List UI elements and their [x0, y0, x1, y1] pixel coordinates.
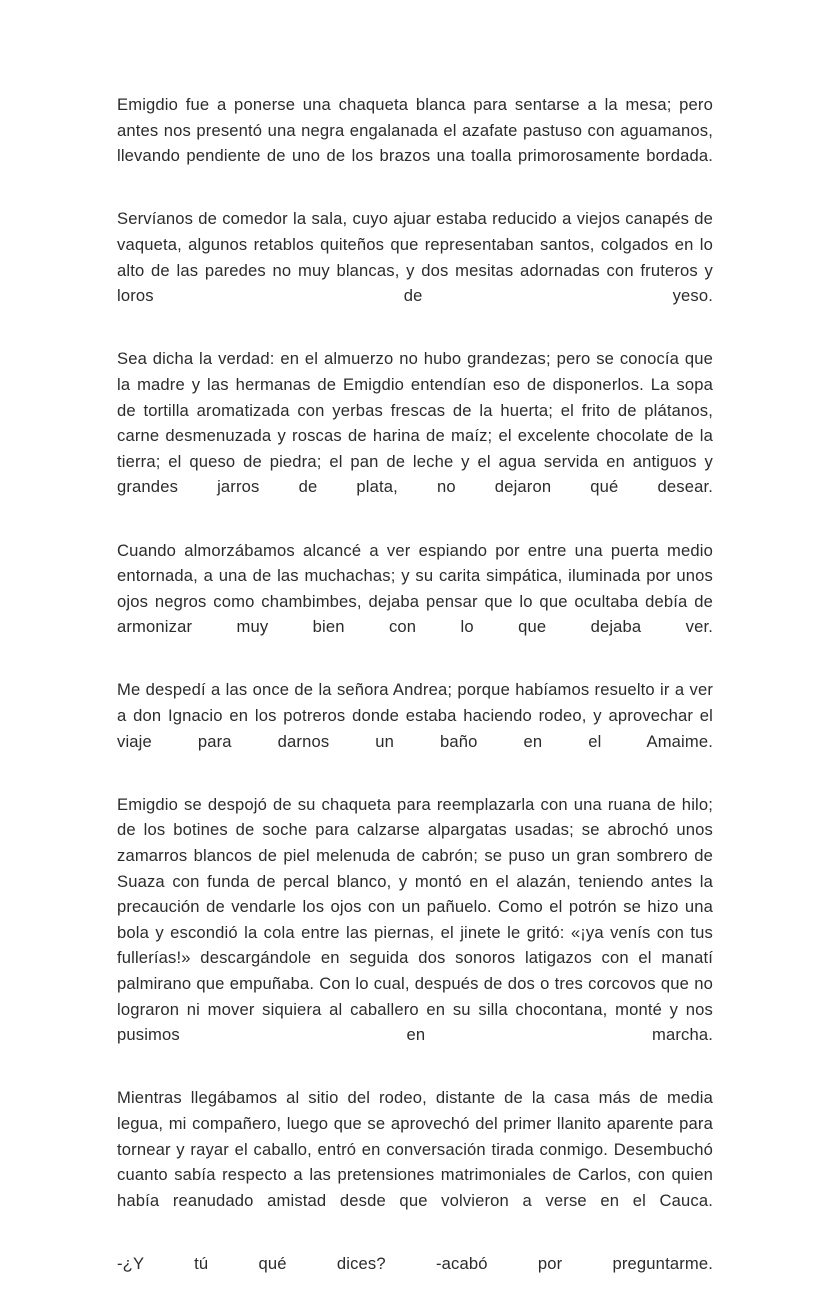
- paragraph: Emigdio fue a ponerse una chaqueta blanca para sentarse a la mesa; pero antes nos presentó una negra engalanada el azafate pastuso con aguamanos, llevando pendiente de uno de los brazos una toalla primorosamente bordada.: [117, 95, 713, 166]
- paragraph: Cuando almorzábamos alcancé a ver espiando por entre una puerta medio entornada, a una de las muchachas; y su carita simpática, iluminada por unos ojos negros como chambimbes, dejaba pensar que lo que ocultaba debía de armonizar muy bien con lo que dejaba ver.: [117, 540, 713, 637]
- paragraph: Sea dicha la verdad: en el almuerzo no hubo grandezas; pero se conocía que la madre y las hermanas de Emigdio entendían eso de disponerlos. La sopa de tortilla aromatizada con yerbas frescas de la huerta; el frito de plátanos, carne desmenuzada y roscas de harina de maíz; el excelente chocolate de la tierra; el queso de piedra; el pan de leche y el agua servida en antiguos y grandes jarros de plata, no dejaron qué desear.: [117, 349, 713, 497]
- paragraph: -¿Y tú qué dices? -acabó por preguntarme.: [117, 1253, 713, 1273]
- paragraph: Emigdio se despojó de su chaqueta para reemplazarla con una ruana de hilo; de los botines de soche para calzarse alpargatas usadas; se abrochó unos zamarros blancos de piel melenuda de cabrón; se puso un gran sombrero de Suaza con funda de percal blanco, y montó en el alazán, teniendo antes la precaución de vendarle los ojos con un pañuelo. Como el potrón se hizo una bola y escondió la cola entre las piernas, el jinete le gritó: «¡ya venís con tus fullerías!» descargándole en seguida dos sonoros latigazos con el manatí palmirano que empuñaba. Con lo cual, después de dos o tres corcovos que no lograron ni mover siquiera al caballero en su silla chocontana, monté y nos pusimos en marcha.: [117, 794, 713, 1045]
- paragraph: Servíanos de comedor la sala, cuyo ajuar estaba reducido a viejos canapés de vaqueta, algunos retablos quiteños que representaban santos, colgados en lo alto de las paredes no muy blancas, y dos mesitas adornadas con fruteros y loros de yeso.: [117, 209, 713, 306]
- text-column: [117, 92, 713, 1302]
- paragraph: Me despedí a las once de la señora Andrea; porque habíamos resuelto ir a ver a don Ignacio en los potreros donde estaba haciendo rodeo, y aprovechar el viaje para darnos un baño en el Amaime.: [117, 680, 713, 751]
- paragraph: Mientras llegábamos al sitio del rodeo, distante de la casa más de media legua, mi compañero, luego que se aprovechó del primer llanito aparente para tornear y rayar el caballo, entró en conversación tirada conmigo. Desembuchó cuanto sabía respecto a las pretensiones matrimoniales de Carlos, con quien había reanudado amistad desde que volvieron a verse en el Cauca.: [117, 1088, 713, 1210]
